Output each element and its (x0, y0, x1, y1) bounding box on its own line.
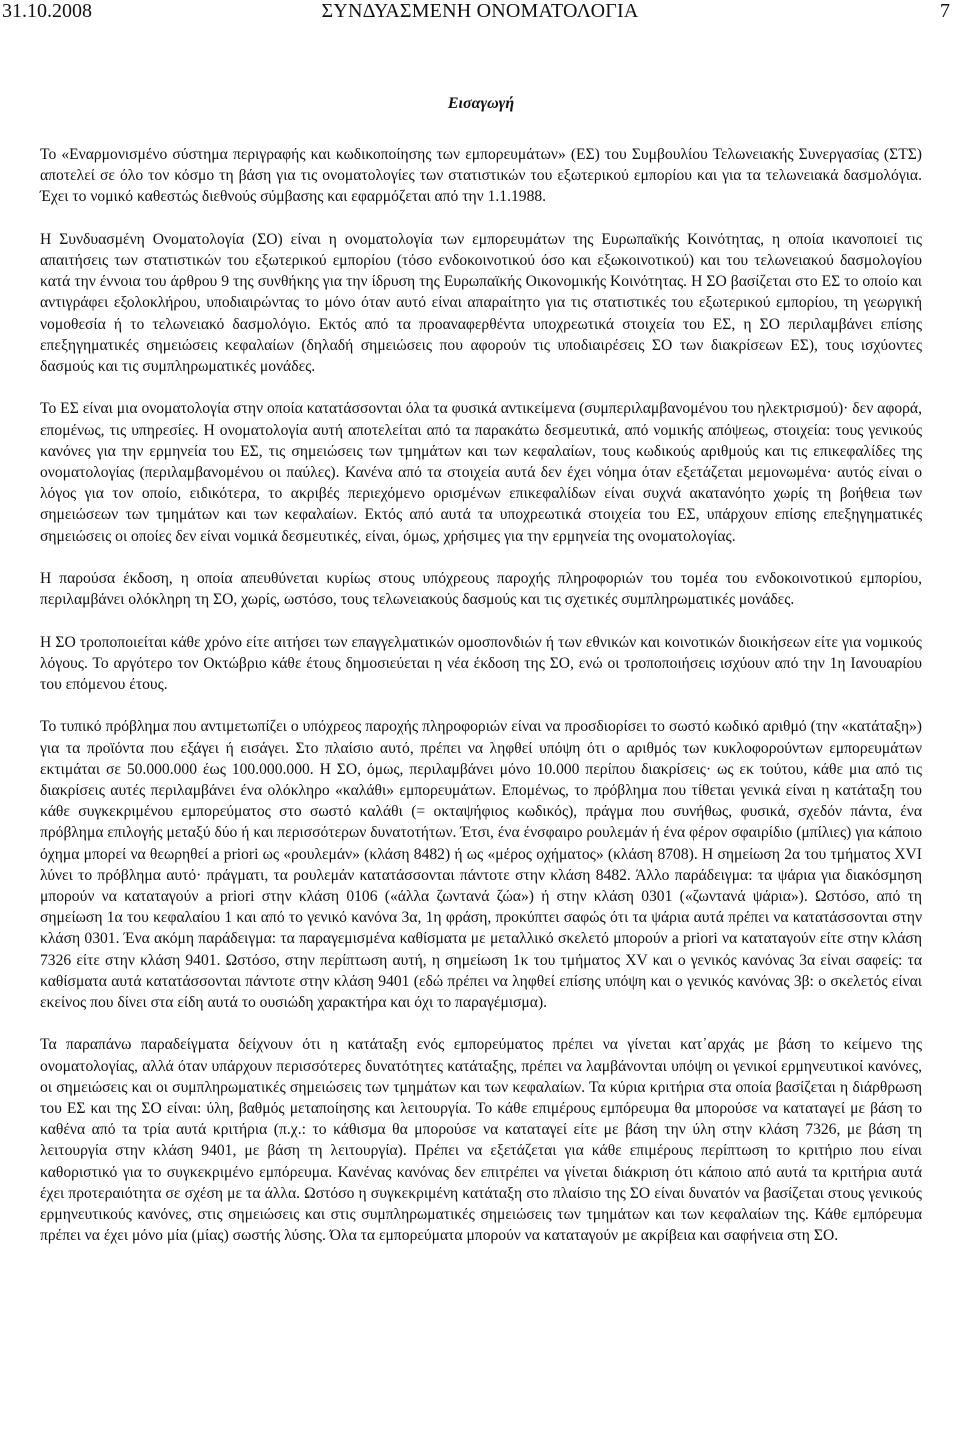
section-heading: Εισαγωγή (447, 95, 515, 112)
paragraph-annual-amendments: Η ΣΟ τροποποιείται κάθε χρόνο είτε αιτήσει των επαγγελματικών ομοσπονδιών ή των εθνικών και κοινοτικών διοικήσεων είτε για νομικούς λόγους. Το αργότερο τον Οκτώβριο κάθε έτους δημοσιεύεται η νέα έκδοση της ΣΟ, ενώ οι τροποποιήσεις ισχύουν από την 1η Ιανουαρίου του επόμενου έτους. (40, 633, 922, 694)
paragraph-classification-criteria: Τα παραπάνω παραδείγματα δείχνουν ότι η κατάταξη ενός εμπορεύματος πρέπει να γίνεται κατ᾽αρχάς με βάση το κείμενο της ονοματολογίας, αλλά όταν υπάρχουν περισσότερες δυνατότητες κατάταξης, πρέπει να λαμβάνονται υπόψη οι γενικοί ερμηνευτικοί κανόνες, οι σημειώσεις και οι συμπληρωματικές σημειώσεις των τμημάτων και των κεφαλαίων. Τα κύρια κριτήρια στα οποία βασίζεται η διάρθρωση του ΕΣ και της ΣΟ είναι: ύλη, βαθμός μεταποίησης και λειτουργία. Το κάθε επιμέρους εμπόρευμα θα μπορούσε να καταταγεί με βάση το καθένα από τα τρία αυτά κριτήρια (π.χ.: το κάθισμα θα μπορούσε να καταταγεί είτε με βάση την ύλη στην κλάση 7326, με βάση τη λειτουργία στην κλάση 9401, με βάση τη λειτουργία). Πρέπει να εξετάζεται για κάθε επιμέρους περίπτωση το κριτήριο που είναι καθοριστικό για το συγκεκριμένο εμπόρευμα. Κανένας κανόνας δεν επιτρέπει να γίνεται διάκριση ότι κάποιο από αυτά τα κριτήρια αυτά έχει προτεραιότητα σε σχέση με τα άλλα. Ωστόσο η συγκεκριμένη κατάταξη στο πλαίσιο της ΣΟ είναι δυνατόν να βασίζεται στους γενικούς ερμηνευτικούς κανόνες, στις σημειώσεις και στις συμπληρωματικές σημειώσεις των τμημάτων και των κεφαλαίων της. Κάθε εμπόρευμα πρέπει να έχει μόνο μία (μίας) σωστής λύσης. Όλα τα εμπορεύματα μπορούν να καταταγούν με ακρίβεια και σαφήνεια στη ΣΟ. (40, 1036, 922, 1245)
header-title: ΣΥΝΔΥΑΣΜΕΝΗ ΟΝΟΜΑΤΟΛΟΓΙΑ (321, 0, 639, 22)
document-body (40, 94, 922, 1268)
paragraph-this-edition: Η παρούσα έκδοση, η οποία απευθύνεται κυρίως στους υπόχρεους παροχής πληροφοριών του τομέα του ενδοκοινοτικού εμπορίου, περιλαμβάνει ολόκληρη τη ΣΟ, χωρίς, ωστόσο, τους τελωνειακούς δασμούς και τις σχετικές συμπληρωματικές μονάδες. (40, 570, 922, 609)
paragraph-classification-problem: Το τυπικό πρόβλημα που αντιμετωπίζει ο υπόχρεος παροχής πληροφοριών είναι να προσδιορίσει το σωστό κωδικό αριθμό (την «κατάταξη») για τα προϊόντα που εξάγει ή εισάγει. Στο πλαίσιο αυτό, πρέπει να ληφθεί υπόψη ότι ο αριθμός των κυκλοφορούντων εμπορευμάτων εκτιμάται σε 50.000.000 έως 100.000.000. Η ΣΟ, όμως, περιλαμβάνει μόνο 10.000 περίπου διακρίσεις· ως εκ τούτου, κάθε μια από τις διακρίσεις αυτές περιλαμβάνει ένα ολόκληρο «καλάθι» εμπορευμάτων. Επομένως, το πρόβλημα που τίθεται γενικά είναι η κατάταξη του κάθε συγκεκριμένου εμπορεύματος στο σωστό καλάθι (= οκταψήφιος κωδικός), πράγμα που συνήθως, φυσικά, σχεδόν πάντα, ένα πρόβλημα επιλογής μεταξύ δύο ή και περισσότερων δυνατοτήτων. Έτσι, ένα ένσφαιρο ρουλεμάν ή ένα φέρον σφαιρίδιο (μπίλιες) για κάποιο όχημα μπορεί να θεωρηθεί a priori ως «ρουλεμάν» (κλάση 8482) ή ως «μέρος οχήματος» (κλάση 8708). Η σημείωση 2α του τμήματος XVI λύνει το πρόβλημα αυτό· πράγματι, τα ρουλεμάν κατατάσσονται πάντοτε στην κλάση 8482. Άλλο παράδειγμα: τα ψάρια για διακόσμηση μπορούν να καταταγούν a priori στην κλάση 0106 («άλλα ζωντανά ζώα») ή στην κλάση 0301 («ζωντανά ψάρια»). Ωστόσο, από τη σημείωση 1α του κεφαλαίου 1 και από το γενικό κανόνα 3α, 1η φράση, προκύπτει σαφώς ότι τα ψάρια αυτά πρέπει να κατατάσσονται στην κλάση 0301. Ένα ακόμη παράδειγμα: τα παραγεμισμένα καθίσματα με μεταλλικό σκελετό μπορούν a priori να καταταγούν είτε στην κλάση 7326 είτε στην κλάση 9401. Ωστόσο, στην περίπτωση αυτή, η σημείωση 1κ του τμήματος XV και ο γενικός κανόνας 3α είναι σαφείς: τα καθίσματα αυτά κατατάσσονται πάντοτε στην κλάση 9401 (εδώ πρέπει να ληφθεί επίσης υπόψη και ο γενικός κανόνας 3β: ο σκελετός είναι εκείνος που δίνει στα είδη αυτά το ουσιώδη χαρακτήρα και όχι το παραγέμισμα). (40, 718, 922, 1012)
paragraph-combined-nomenclature: Η Συνδυασμένη Ονοματολογία (ΣΟ) είναι η ονοματολογία των εμπορευμάτων της Ευρωπαϊκής Κοινότητας, η οποία ικανοποιεί τις απαιτήσεις των στατιστικών του εξωτερικού εμπορίου (τόσο ενδοκοινοτικού όσο και εξωκοινοτικού) και του τελωνειακού δασμολογίου κατά την έννοια του άρθρου 9 της συνθήκης για την ίδρυση της Ευρωπαϊκής Οικονομικής Κοινότητας. Η ΣΟ βασίζεται στο ΕΣ το οποίο και αντιγράφει εξολοκλήρου, υποδιαιρώντας το μόνο όταν αυτό είναι απαραίτητο για τις στατιστικές του εξωτερικού εμπορίου, τη γεωργική νομοθεσία ή το τελωνειακό δασμολόγιο. Εκτός από τα προαναφερθέντα υποχρεωτικά στοιχεία του ΕΣ, η ΣΟ περιλαμβάνει επίσης επεξηγηματικές σημειώσεις κεφαλαίων (δηλαδή σημειώσεις που αφορούν τις υποδιαιρέσεις ΣΟ των διακρίσεων ΕΣ), τους ισχύοντες δασμούς και τις συμπληρωματικές μονάδες. (40, 230, 922, 376)
page-header (0, 0, 960, 24)
paragraph-intro-hs: Το «Εναρμονισμένο σύστημα περιγραφής και κωδικοποίησης των εμπορευμάτων» (ΕΣ) του Συμβουλίου Τελωνειακής Συνεργασίας (ΣΤΣ) αποτελεί σε όλο τον κόσμο τη βάση για τις ονοματολογίες των στατιστικών του εξωτερικού εμπορίου και για τα τελωνειακά δασμολόγια. Έχει το νομικό καθεστώς διεθνούς σύμβασης και εφαρμόζεται από την 1.1.1988. (40, 146, 922, 206)
header-date: 31.10.2008 (2, 0, 92, 22)
paragraph-hs-structure: Το ΕΣ είναι μια ονοματολογία στην οποία κατατάσσονται όλα τα φυσικά αντικείμενα (συμπεριλαμβανομένου του ηλεκτρισμού)· δεν αφορά, επομένως, τις υπηρεσίες. Η ονοματολογία αυτή αποτελείται από τα παρακάτω δεσμευτικά, από νομικής απόψεως, στοιχεία: τους γενικούς κανόνες για την ερμηνεία του ΕΣ, τις σημειώσεις των τμημάτων και των κεφαλαίων, τους κωδικούς αριθμούς και τις επικεφαλίδες της ονοματολογίας (περιλαμβανομένου οι παύλες). Κανένα από τα στοιχεία αυτά δεν έχει νόημα όταν εξετάζεται μεμονωμένα· αυτός είναι ο λόγος για τον οποίο, ειδικότερα, το ακριβές περιεχόμενο ορισμένων επικεφαλίδων είναι συχνά ακατανόητο χωρίς τη βοήθεια των σημειώσεων των τμημάτων και των κεφαλαίων. Εκτός από αυτά τα υποχρεωτικά στοιχεία του ΕΣ, υπάρχουν επίσης επεξηγηματικές σημειώσεις οι οποίες δεν είναι νομικά δεσμευτικές, είναι, όμως, χρήσιμες για την ερμηνεία της ονοματολογίας. (40, 400, 922, 545)
header-page-number: 7 (940, 0, 950, 22)
